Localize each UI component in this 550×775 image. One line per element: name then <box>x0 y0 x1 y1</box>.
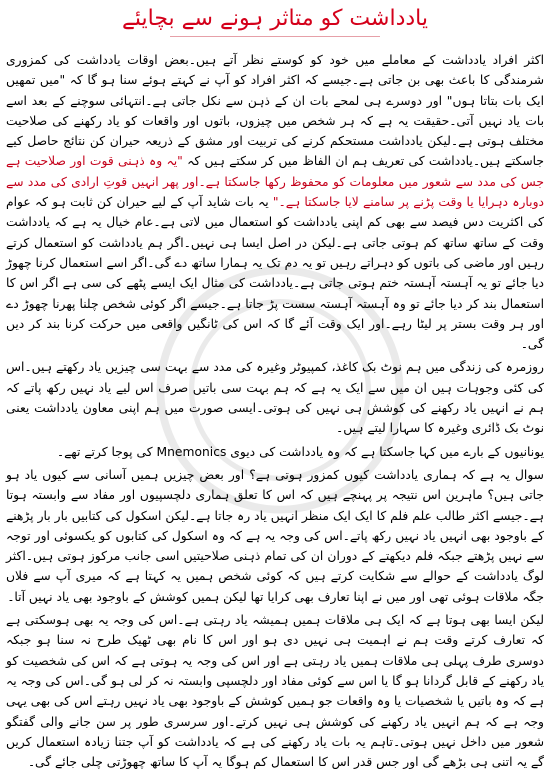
paragraph-1-continued: یہ بات شاید آپ کے لیے حیران کن ثابت ہو کہ عوام کی اکثریت دس فیصد سے بھی کم اپنی یادداشت کو استعمال میں لاتی ہے۔عام خیال یہ ہے کہ یادداشت وقت کے ساتھ ساتھ کم ہوتی جاتی ہے۔لیکن در اصل ایسا ہی نہیں۔اگر ہم یادداشت کو استعمال کرتے رہیں اور ماضی کی باتوں کو دہراتے رہیں تو یہ دم تک یہ ہمارا ساتھ دے گی۔اگر اسے استعمال کرنا چھوڑ دیا جائے تو یہ آہستہ آہستہ ختم ہوتی جاتی ہے۔یادداشت کی مثال ایک ایسے پٹھے کی سی ہے اگر اس کا استعمال بند کر دیا جائے تو وہ آہستہ آہستہ سست پڑ جاتا ہے۔جیسے اگر کوئی شخص چلنا پھرنا چھوڑ دے اور ہر وقت بستر پر لیٹا رہے۔اور ایک وقت آئے گا کہ اس کی ٹانگیں واقعی میں حرکت کرنا بند کر دیں گی۔ <box>6 195 544 352</box>
article-body <box>6 50 544 775</box>
paragraph-3-end: کی پوجا کرتے تھے۔ <box>56 444 157 459</box>
paragraph-1 <box>6 50 544 354</box>
title-divider <box>170 36 380 37</box>
memory-definition-highlight: "یہ وہ ذہنی قوت اور صلاحیت ہے جس کی مدد سے شعور میں معلومات کو محفوظ رکھا جاسکتا ہے۔اور پھر انہیں قوتِ ارادی کی مدد سے دوبارہ دہرایا یا وقت پڑنے پر سامنے لایا جاسکتا ہے۔" <box>6 154 545 210</box>
paragraph-3-text: یونانیوں کے بارے میں کہا جاسکتا ہے کہ وہ یادداشت کی دیوی <box>226 444 544 459</box>
paragraph-3 <box>6 442 544 462</box>
paragraph-1-text: اکثر افراد یادداشت کے معاملے میں خود کو کوستے نظر آتے ہیں۔بعض اوقات یادداشت کی کمزوری شرمندگی کا باعث بھی بن جاتی ہے۔جیسے کہ اکثر افراد کو آپ نے کہتے ہوئے سنا ہو گا کہ "میں تمھیں ایک بات بتاتا ہوں" اور دوسرے ہی لمحے بات ان کے ذہن سے نکل جاتی ہے۔انتہائی سوچنے کے بعد اسے بات یاد نہیں آتی۔حقیقت یہ ہے کہ ہر شخص میں چیزوں، باتوں اور واقعات کو یاد رکھنے کی صلاحیت مختلف ہوتی ہے۔لیکن یادداشت مستحکم کرنے کی تربیت اور مشق کے ذریعہ حیران کن نتائج حاصل کیے جاسکتے ہیں۔یادداشت کی تعریف ہم ان الفاظ میں کر سکتے ہیں کہ <box>6 53 545 169</box>
paragraph-4: سوال یہ ہے کہ ہماری یادداشت کیوں کمزور ہوتی ہے؟ اور بعض چیزیں ہمیں آسانی سے کیوں یاد ہو جاتی ہیں؟ ماہرین اس نتیجہ پر پہنچے ہیں کہ اس کا تعلق ہماری دلچسپیوں اور مفاد سے وابستہ ہوتا ہے۔جیسے اکثر طالب علم فلم کا ایک ایک منظر انہیں یاد رہ جاتا ہے۔لیکن اسکول کی کتابیں بار بار پڑھنے کے باوجود بھی انہیں یاد نہیں رکھ پاتے۔اس کی وجہ یہ ہے کہ وہ اسکول کی کتابوں کو یکسوئی اور توجہ سے نہیں پڑھتے جبکہ فلم دیکھتے کے دوران ان کی تمام ذہنی صلاحیتیں اسی جانب مرکوز ہوتی ہیں۔اکثر لوگ یادداشت کے حوالے سے شکایت کرتے ہیں کہ کوئی شخص ہمیں یہ کہتا ہے کہ میری آپ سے فلاں جگہ ملاقات ہوئی تھی اور میں نے اپنا تعارف بھی کرایا تھا لیکن ہمیں کوشش کے باوجود بھی یاد نہیں آتا۔ <box>6 467 544 604</box>
article-title: یادداشت کو متاثر ہونے سے بچایئے <box>121 6 429 31</box>
paragraph-5: لیکن ایسا بھی ہوتا ہے کہ ایک ہی ملاقات ہمیں ہمیشہ یاد رہتی ہے۔اس کی وجہ یہ بھی ہوسکتی ہے کہ تعارف کرتے وقت ہم نے اہمیت ہی نہیں دی ہو اور اس کا نام بھی ٹھیک طرح نہ سنا ہو جبکہ دوسری طرف پہلی ہی ملاقات ہمیں یاد رہتی ہے اور اس کی وجہ یہ ہوتی ہے کہ اس کی شخصیت کو یاد رکھنے کے قابل گردانا ہو گا یا اس سے کوئی مفاد اور دلچسپی وابستہ نہ کر لی ہو گی۔اس کی وجہ یہ ہے کہ وہ باتیں یا شخصیات یا وہ واقعات جو ہمیں کوشش کے باوجود بھی یاد نہیں رہتے اس کی بھی یہی وجہ ہے کہ ہم انہیں یاد رکھنے کی کوشش ہی نہیں کرتے۔اور سرسری طور پر سن جانے والی گفتگو شعور میں داخل نہیں ہوتی۔تاہم یہ بات یاد رکھنے کی ہے کہ یادداشت کو آپ جتنا زیادہ استعمال کریں گے یہ اتنی ہی بڑھے گی اور جس قدر اس کا استعمال کم ہوگا یہ آپ کا ساتھ چھوڑتی چلی جائے گی۔ <box>6 613 544 770</box>
paragraph-2: روزمرہ کی زندگی میں ہم نوٹ بک کاغذ، کمپیوٹر وغیرہ کی مدد سے بہت سی چیزیں یاد رکھتے ہیں۔اس کی کئی وجوہات ہیں ان میں سے ایک یہ ہے کہ ہم بہت سی باتیں صرف اس لیے یاد نہیں رکھ پاتے کہ ہم نے انہیں یاد رکھنے کی کوشش ہی نہیں کی ہوتی۔ایسی صورت میں ہم اپنی معاون یادداشت یعنی نوٹ بک ڈائری وغیرہ کا سہارا لیتے ہیں۔ <box>6 360 544 436</box>
mnemonics-term: Mnemonics <box>156 444 227 459</box>
